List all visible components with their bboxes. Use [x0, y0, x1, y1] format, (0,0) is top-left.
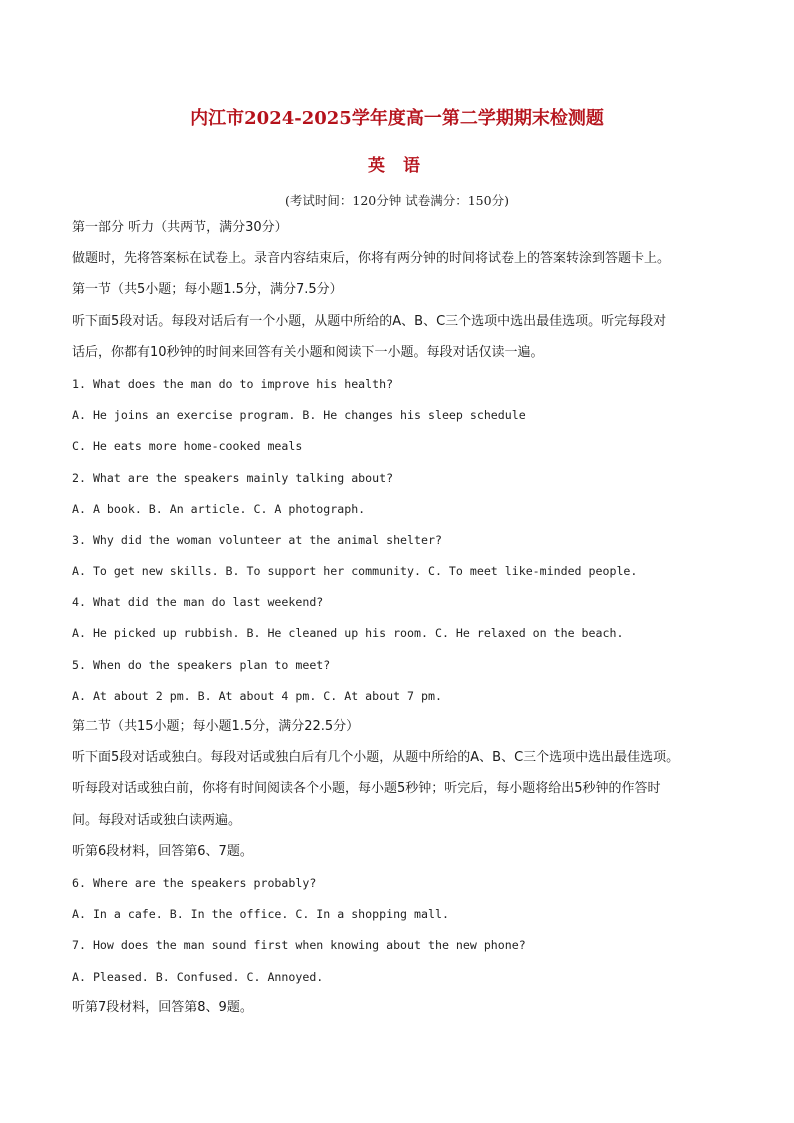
instruction-line: 听每段对话或独白前，你将有时间阅读各个小题，每小题5秒钟；听完后，每小题将给出5秒钟的作答时 — [72, 781, 661, 797]
question-line: A. He picked up rubbish. B. He cleaned up his room. C. He relaxed on the beach. — [72, 626, 624, 641]
question-line: 4. What did the man do last weekend? — [72, 595, 324, 610]
question-line: A. Pleased. B. Confused. C. Annoyed. — [72, 969, 324, 984]
instruction-line: 做题时，先将答案标在试卷上。录音内容结束后，你将有两分钟的时间将试卷上的答案转涂到答题卡上。 — [72, 251, 671, 267]
question-line: A. At about 2 pm. B. At about 4 pm. C. At about 7 pm. — [72, 688, 442, 703]
question-line: 2. What are the speakers mainly talking about? — [72, 470, 394, 485]
question-line: A. To get new skills. B. To support her community. C. To meet like-minded people. — [72, 564, 638, 579]
question-line: A. A book. B. An article. C. A photograph. — [72, 501, 366, 516]
question-line: 6. Where are the speakers probably? — [72, 875, 317, 890]
question-line: 1. What does the man do to improve his health? — [72, 376, 394, 391]
subject-heading: 英 语 — [368, 156, 426, 176]
exam-info: (考试时间：120分钟 试卷满分：150分) — [285, 193, 509, 208]
instruction-line: 听第6段材料，回答第6、7题。 — [72, 843, 253, 859]
question-line: 7. How does the man sound first when knowing about the new phone? — [72, 938, 526, 953]
instruction-line: 听下面5段对话。每段对话后有一个小题，从题中所给的A、B、C三个选项中选出最佳选项。听完每段对 — [72, 313, 667, 329]
question-line: A. He joins an exercise program. B. He changes his sleep schedule — [72, 408, 526, 423]
question-line: 5. When do the speakers plan to meet? — [72, 657, 331, 672]
question-line: C. He eats more home-cooked meals — [72, 439, 303, 454]
instruction-line: 间。每段对话或独白读两遍。 — [72, 812, 242, 828]
exam-title: 内江市2024-2025学年度高一第二学期期末检测题 — [190, 108, 604, 129]
instruction-line: 第一节（共5小题；每小题1.5分，满分7.5分） — [72, 282, 343, 298]
question-line: A. In a cafe. B. In the office. C. In a shopping mall. — [72, 907, 449, 922]
instruction-line: 听下面5段对话或独白。每段对话或独白后有几个小题，从题中所给的A、B、C三个选项中选出最佳选项。 — [72, 750, 680, 766]
instruction-line: 第二节（共15小题；每小题1.5分，满分22.5分） — [72, 719, 360, 734]
instruction-line: 第一部分 听力（共两节，满分30分） — [72, 220, 288, 235]
question-line: 3. Why did the woman volunteer at the animal shelter? — [72, 532, 442, 547]
instruction-line: 话后，你都有10秒钟的时间来回答有关小题和阅读下一小题。每段对话仅读一遍。 — [72, 344, 544, 360]
question-body — [72, 219, 722, 1030]
instruction-line: 听第7段材料，回答第8、9题。 — [72, 999, 253, 1015]
